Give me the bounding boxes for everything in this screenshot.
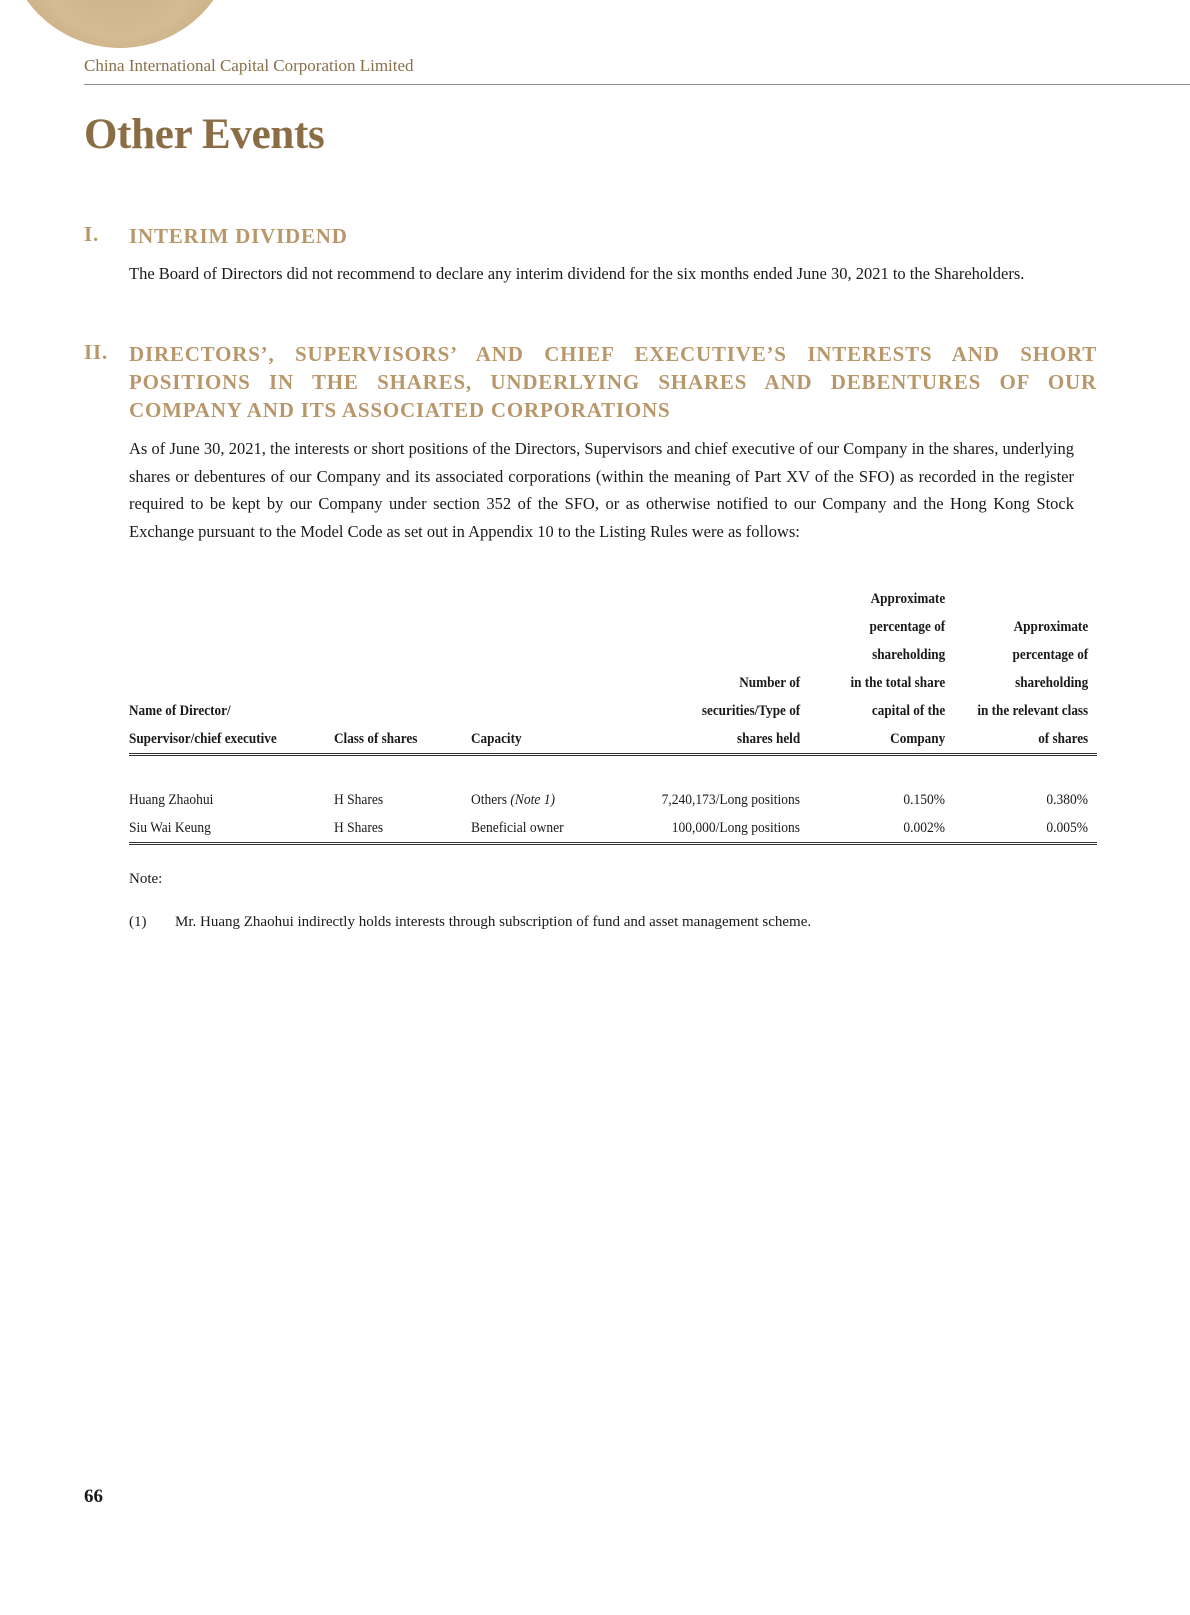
header-capacity: Capacity bbox=[471, 731, 522, 747]
page-number: 66 bbox=[84, 1486, 103, 1507]
cell-class: H Shares bbox=[334, 792, 384, 808]
cell-number: 100,000/Long positions bbox=[671, 820, 800, 836]
cell-pct-total: 0.150% bbox=[903, 792, 945, 808]
notes-label: Note: bbox=[129, 871, 163, 887]
table-row bbox=[129, 786, 1097, 814]
cell-number: 7,240,173/Long positions bbox=[661, 792, 800, 808]
header-number: Number of securities/Type of shares held bbox=[701, 675, 801, 747]
note-number: (1) bbox=[129, 914, 147, 930]
note-reference: (Note 1) bbox=[510, 792, 555, 808]
decorative-medallion bbox=[5, 0, 235, 48]
header-class: Class of shares bbox=[334, 731, 418, 747]
section-number: I. bbox=[84, 222, 100, 246]
interim-dividend-paragraph: The Board of Directors did not recommend to declare any interim dividend for the six months ended June 30, 2021 to the Shareholders. bbox=[129, 264, 1025, 283]
header-name: Name of Director/ Supervisor/chief executive bbox=[129, 703, 277, 747]
cell-name: Siu Wai Keung bbox=[129, 820, 211, 836]
cell-capacity: Others (Note 1) bbox=[471, 792, 555, 808]
directors-interests-paragraph: As of June 30, 2021, the interests or short positions of the Directors, Supervisors and chief executive of our Company in the shares, underlying shares or debentures of our Company and its associated corporations (within the meaning of Part XV of the SFO) as recorded in the register required to be kept by our Company under section 352 of the SFO, or as otherwise notified to our Company and the Hong Kong Stock Exchange pursuant to the Model Code as set out in Appendix 10 to the Listing Rules were as follows: bbox=[129, 439, 1074, 541]
cell-pct-class: 0.380% bbox=[1046, 792, 1088, 808]
section-title: DIRECTORS’, SUPERVISORS’ AND CHIEF EXECUTIVE’S INTERESTS AND SHORT POSITIONS IN THE SHARES, UNDERLYING SHARES AND DEBENTURES OF OUR COMPANY AND ITS ASSOCIATED CORPORATIONS bbox=[129, 342, 1097, 422]
cell-class: H Shares bbox=[334, 820, 384, 836]
header-pct-total: Approximate percentage of shareholding in the total share capital of the Company bbox=[850, 591, 946, 747]
cell-name: Huang Zhaohui bbox=[129, 792, 214, 808]
cell-capacity: Beneficial owner bbox=[471, 820, 564, 836]
section-title: INTERIM DIVIDEND bbox=[129, 224, 348, 248]
table-row bbox=[129, 814, 1097, 844]
section-number: II. bbox=[84, 340, 108, 364]
cell-pct-class: 0.005% bbox=[1046, 820, 1088, 836]
cell-pct-total: 0.002% bbox=[903, 820, 945, 836]
directors-interests-table bbox=[129, 585, 1097, 845]
company-name: China International Capital Corporation Limited bbox=[84, 56, 414, 75]
page-title: Other Events bbox=[84, 111, 325, 158]
header-divider bbox=[84, 84, 1190, 85]
note-text: Mr. Huang Zhaohui indirectly holds interests through subscription of fund and asset management scheme. bbox=[175, 914, 812, 930]
header-pct-class: Approximate percentage of shareholding in the relevant class of shares bbox=[977, 619, 1089, 747]
table-header-row bbox=[129, 585, 1097, 755]
